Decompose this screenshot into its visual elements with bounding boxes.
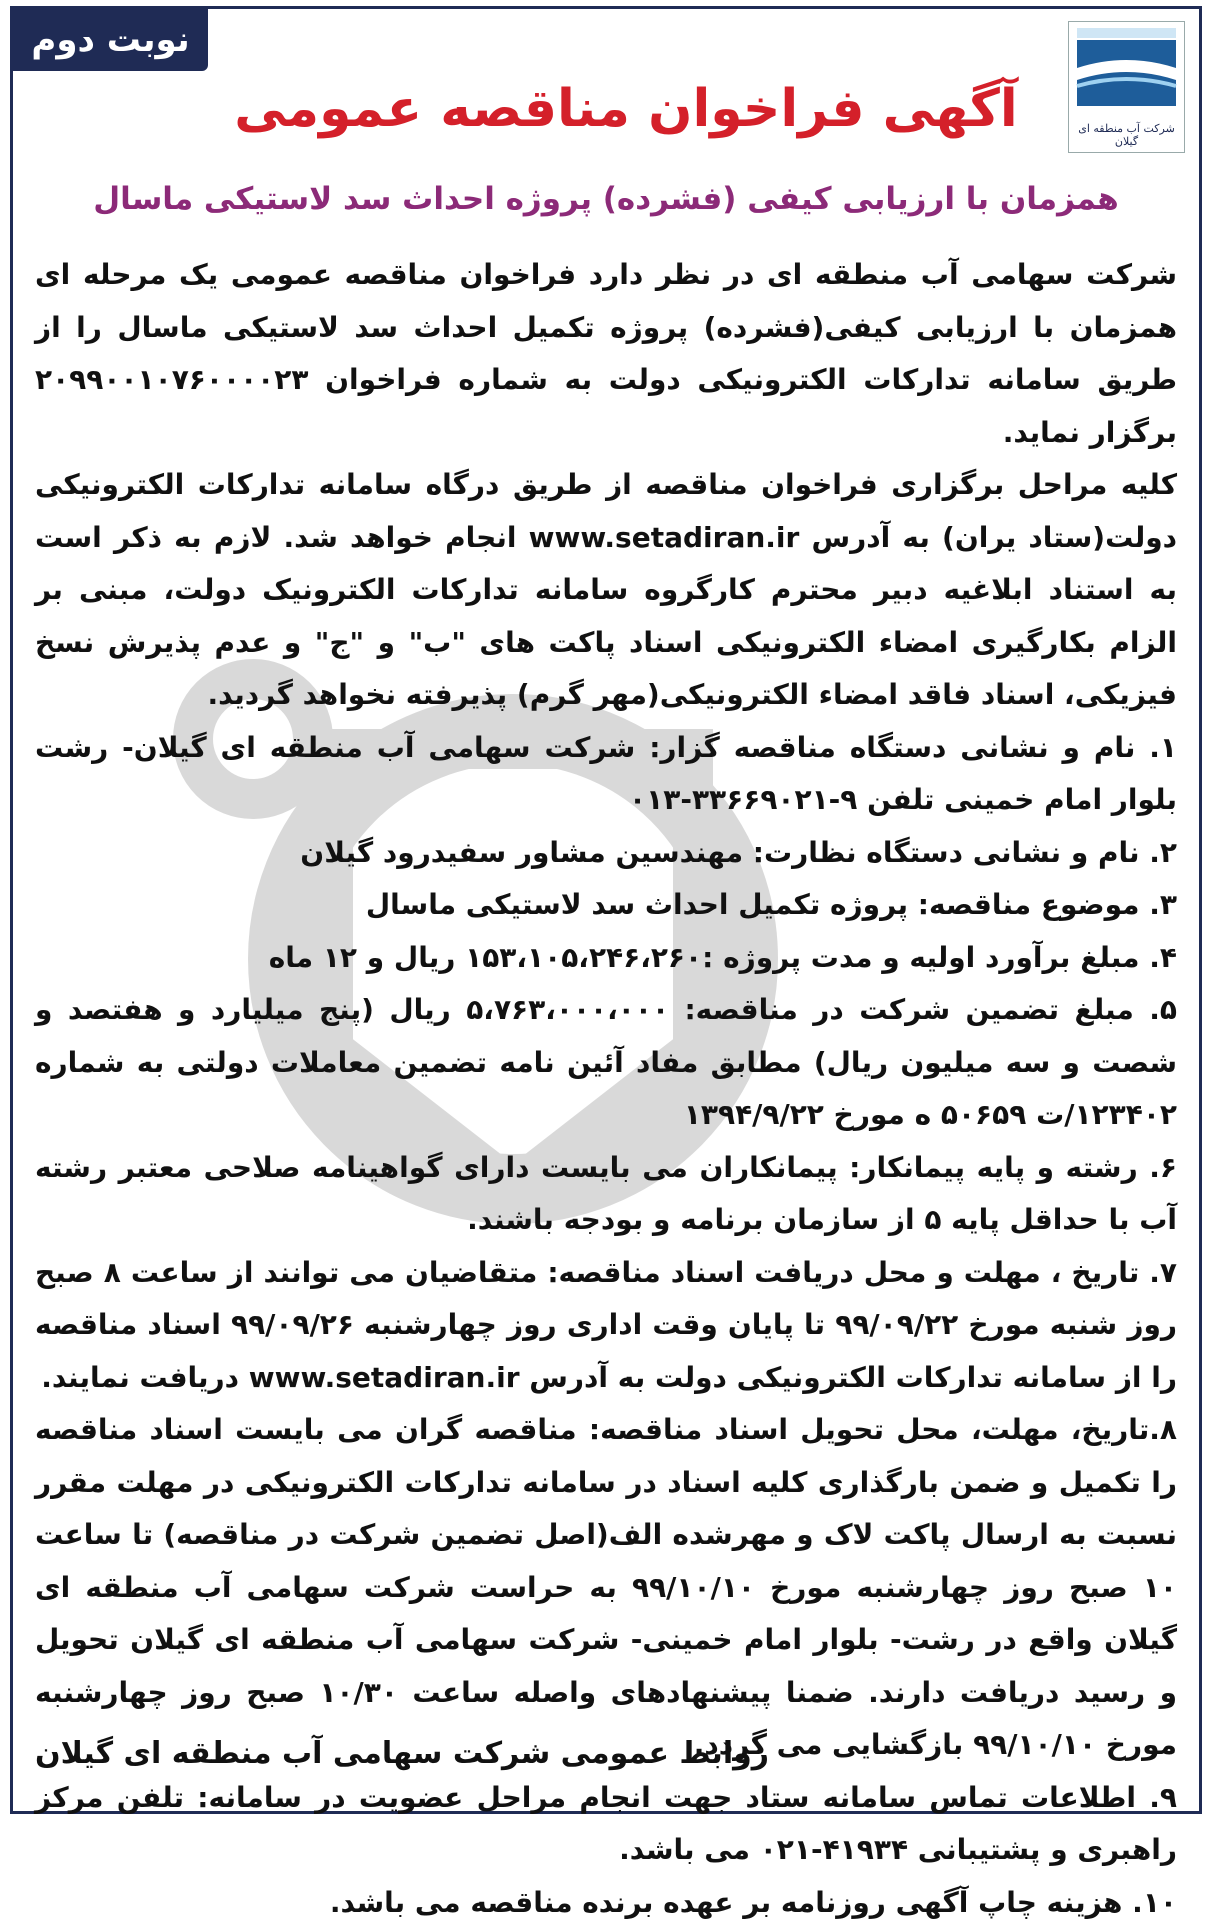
item-3-subject: ۳. موضوع مناقصه: پروژه تکمیل احداث سد لاستیکی ماسال — [35, 879, 1177, 932]
item-5-guarantee: ۵. مبلغ تضمین شرکت در مناقصه: ۵،۷۶۳،۰۰۰،۰۰۰ ریال (پنج میلیارد و هفتصد و شصت و سه میلیون ریال) مطابق مفاد آئین نامه تضمین معاملات دولتی به شماره ۱۲۳۴۰۲/ت ۵۰۶۵۹ ه مورخ ۱۳۹۴/۹/۲۲ — [35, 984, 1177, 1142]
notice-title: آگهی فراخوان مناقصه عمومی — [213, 79, 1039, 139]
footer-signature: روابط عمومی شرکت سهامی آب منطقه ای گیلان — [35, 1736, 769, 1771]
notice-body — [35, 249, 1177, 1771]
intro-paragraph: شرکت سهامی آب منطقه ای در نظر دارد فراخوان مناقصه عمومی یک مرحله ای همزمان با ارزیابی کیفی(فشرده) پروژه تکمیل احداث سد لاستیکی ماسال را از طریق سامانه تدارکات الکترونیکی دولت به شماره فراخوان ۲۰۹۹۰۰۱۰۷۶۰۰۰۰۲۳ برگزار نماید. — [35, 249, 1177, 459]
item-2-supervisor: ۲. نام و نشانی دستگاه نظارت: مهندسین مشاور سفیدرود گیلان — [35, 827, 1177, 880]
item-4-estimate: ۴. مبلغ برآورد اولیه و مدت پروژه :۱۵۳،۱۰۵،۲۴۶،۲۶۰ ریال و ۱۲ ماه — [35, 932, 1177, 985]
item-10-printing-cost: ۱۰. هزینه چاپ آگهی روزنامه بر عهده برنده مناقصه می باشد. — [35, 1877, 1177, 1929]
water-logo-icon — [1069, 22, 1184, 122]
item-7-document-receipt: ۷. تاریخ ، مهلت و محل دریافت اسناد مناقصه: متقاضیان می توانند از ساعت ۸ صبح روز شنبه مورخ ۹۹/۰۹/۲۲ تا پایان وقت اداری روز چهارشنبه ۹۹/۰۹/۲۶ اسناد مناقصه را از سامانه تدارکات الکترونیکی دولت به آدرس www.setadiran.ir دریافت نمایند. — [35, 1247, 1177, 1405]
item-6-contractor-grade: ۶. رشته و پایه پیمانکار: پیمانکاران می بایست دارای گواهینامه صلاحی معتبر رشته آب با حداقل پایه ۵ از سازمان برنامه و بودجه باشند. — [35, 1142, 1177, 1247]
company-logo — [1068, 21, 1185, 153]
notice-subtitle: همزمان با ارزیابی کیفی (فشرده) پروژه احداث سد لاستیکی ماسال — [53, 181, 1159, 217]
item-8-document-delivery: ۸.تاریخ، مهلت، محل تحویل اسناد مناقصه: مناقصه گران می بایست اسناد مناقصه را تکمیل و ضمن بارگذاری کلیه اسناد در سامانه تدارکات الکترونیکی در مهلت مقرر نسبت به ارسال پاکت لاک و مهرشده الف(اصل تضمین شرکت در مناقصه) تا ساعت ۱۰ صبح روز چهارشنبه مورخ ۹۹/۱۰/۱۰ به حراست شرکت سهامی آب منطقه ای گیلان واقع در رشت- بلوار امام خمینی- شرکت سهامی آب منطقه ای گیلان تحویل و رسید دریافت دارند. ضمنا پیشنهادهای واصله ساعت ۱۰/۳۰ صبح روز چهارشنبه مورخ ۹۹/۱۰/۱۰ بازگشایی می گردد. — [35, 1404, 1177, 1772]
item-1-tenderer: ۱. نام و نشانی دستگاه مناقصه گزار: شرکت سهامی آب منطقه ای گیلان- رشت بلوار امام خمینی تلفن ۹-۳۳۶۶۹۰۲۱-۰۱۳ — [35, 722, 1177, 827]
notice-frame — [10, 6, 1202, 1814]
notice-footer — [35, 1736, 1173, 1771]
procedure-paragraph: کلیه مراحل برگزاری فراخوان مناقصه از طریق درگاه سامانه تدارکات الکترونیکی دولت(ستاد یران) به آدرس www.setadiran.ir انجام خواهد شد. لازم به ذکر است به استناد ابلاغیه دبیر محترم کارگروه سامانه تدارکات الکترونیک دولت، مبنی بر الزام بکارگیری امضاء الکترونیکی اسناد پاکت های "ب" و "ج" و عدم پذیرش نسخ فیزیکی، اسناد فاقد امضاء الکترونیکی(مهر گرم) پذیرفته نخواهد گردید. — [35, 459, 1177, 722]
issue-badge: نوبت دوم — [13, 9, 208, 71]
item-9-contact: ۹. اطلاعات تماس سامانه ستاد جهت انجام مراحل عضویت در سامانه: تلفن مرکز راهبری و پشتیبانی ۴۱۹۳۴-۰۲۱ می باشد. — [35, 1772, 1177, 1877]
logo-caption: شرکت آب منطقه ای گیلان — [1069, 122, 1184, 148]
